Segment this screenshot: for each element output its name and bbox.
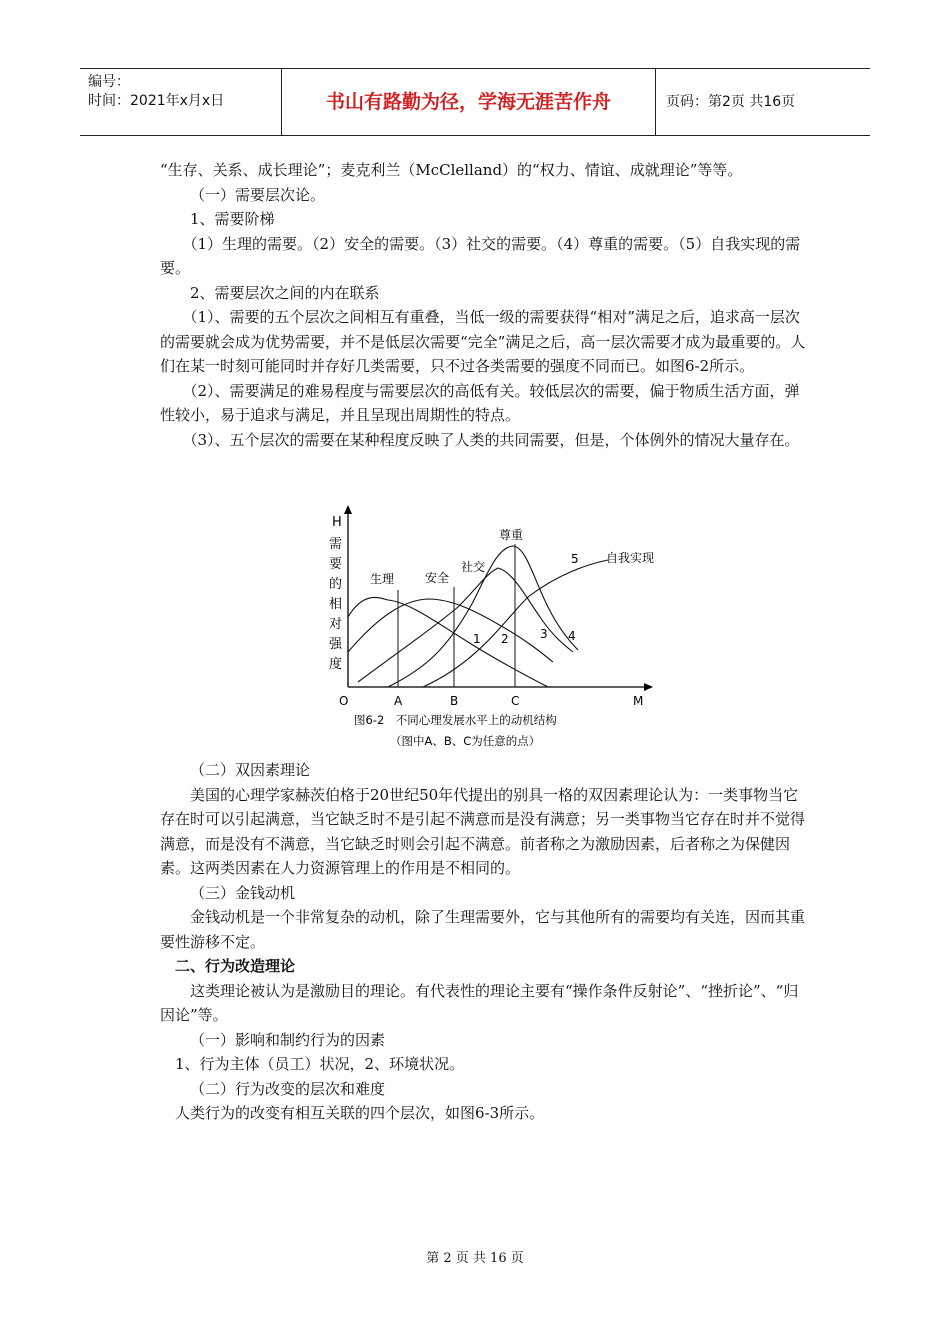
paragraph: 金钱动机是一个非常复杂的动机，除了生理需要外，它与其他所有的需要均有关连，因而其重要性游移不定。 [160, 908, 806, 951]
safety-label: 安全 [425, 571, 450, 585]
chapter-heading: 二、行为改造理论 [175, 957, 296, 975]
figure-6-2-chart [318, 502, 678, 752]
paragraph: 1、行为主体（员工）状况，2、环境状况。 [175, 1055, 465, 1073]
point-b-label: B [450, 694, 459, 708]
document-body-continued [160, 758, 807, 1126]
physio-label: 生理 [370, 572, 395, 586]
origin-label: O [339, 694, 349, 708]
y-axis-title-char: 强 [329, 637, 343, 652]
y-axis-title-char: 相 [329, 597, 343, 612]
header-page-number: 页码：第2页 共16页 [666, 94, 796, 110]
section-heading: （三）金钱动机 [190, 883, 296, 902]
paragraph: “生存、关系、成长理论”；麦克利兰（McClelland）的“权力、情谊、成就理论”等等。 [160, 161, 743, 179]
date-label: 时间：2021年x月x日 [88, 93, 225, 109]
y-axis-label: H [332, 515, 342, 530]
point-a-label: A [394, 694, 403, 708]
point-c-label: C [511, 694, 520, 708]
document-body [160, 158, 807, 452]
section-heading: （二）双因素理论 [190, 761, 311, 779]
curve-number-3: 3 [540, 627, 548, 641]
self-actualization-label: 自我实现 [606, 551, 655, 565]
header-motto: 书山有路勤为径，学海无涯苦作舟 [282, 69, 656, 135]
paragraph: （2）、需要满足的难易程度与需要层次的高低有关。较低层次的需要，偏于物质生活方面，弹性较小，易于追求与满足，并且呈现出周期性的特点。 [160, 381, 800, 424]
y-axis-title-char: 的 [329, 577, 343, 592]
y-axis-title-char: 要 [329, 557, 343, 572]
paragraph: 人类行为的改变有相互关联的四个层次，如图6-3所示。 [175, 1104, 545, 1122]
section-heading: （二）行为改变的层次和难度 [190, 1079, 386, 1098]
x-axis-end-label: M [633, 694, 644, 708]
curve-number-5: 5 [571, 552, 579, 566]
paragraph: （1）生理的需要。（2）安全的需要。（3）社交的需要。（4）尊重的需要。（5）自我实现的需要。 [160, 234, 801, 277]
paragraph: （1）、需要的五个层次之间相互有重叠，当低一级的需要获得“相对”满足之后，追求高一层次的需要就会成为优势需要，并不是低层次需要“完全”满足之后，高一层次需要才成为最重要的。人们在某一时刻可能同时并存好几类需要，只不过各类需要的强度不同而已。如图6-2所示。 [160, 308, 806, 375]
paragraph: （3）、五个层次的需要在某种程度反映了人类的共同需要，但是，个体例外的情况大量存在。 [182, 430, 800, 449]
section-heading: （一）影响和制约行为的因素 [190, 1030, 386, 1049]
y-axis-title-char: 对 [329, 617, 343, 632]
curve-number-4: 4 [568, 629, 576, 643]
paragraph: 这类理论被认为是激励目的理论。有代表性的理论主要有“操作条件反射论”、“挫折论”、“归因论”等。 [160, 981, 799, 1024]
subheading: 1、需要阶梯 [190, 210, 275, 228]
page-header [80, 68, 870, 136]
esteem-label: 尊重 [499, 528, 524, 542]
y-axis-arrow [344, 505, 352, 514]
x-axis-arrow [644, 683, 653, 691]
curve-number-2: 2 [501, 632, 509, 646]
figure-caption: 图6-2 不同心理发展水平上的动机结构 [354, 713, 557, 727]
y-axis-title-char: 需 [329, 537, 343, 552]
curve-number-1: 1 [473, 632, 481, 646]
subheading: 2、需要层次之间的内在联系 [190, 283, 380, 302]
section-heading: （一）需要层次论。 [190, 185, 326, 204]
figure-note: （图中A、B、C为任意的点） [390, 734, 541, 748]
header-meta [80, 69, 282, 135]
paragraph: 美国的心理学家赫茨伯格于20世纪50年代提出的别具一格的双因素理论认为：一类事物当它存在时可以引起满意，当它缺乏时不是引起不满意而是没有满意；另一类事物当它存在时并不觉得满意，而是没有不满意，当它缺乏时则会引起不满意。前者称之为激励因素，后者称之为保健因素。这两类因素在人力资源管理上的作用是不相同的。 [160, 785, 806, 877]
serial-label: 编号： [88, 74, 130, 90]
social-label: 社交 [461, 560, 486, 574]
page-footer: 第 2 页 共 16 页 [426, 1251, 524, 1266]
y-axis-title-char: 度 [329, 657, 343, 672]
